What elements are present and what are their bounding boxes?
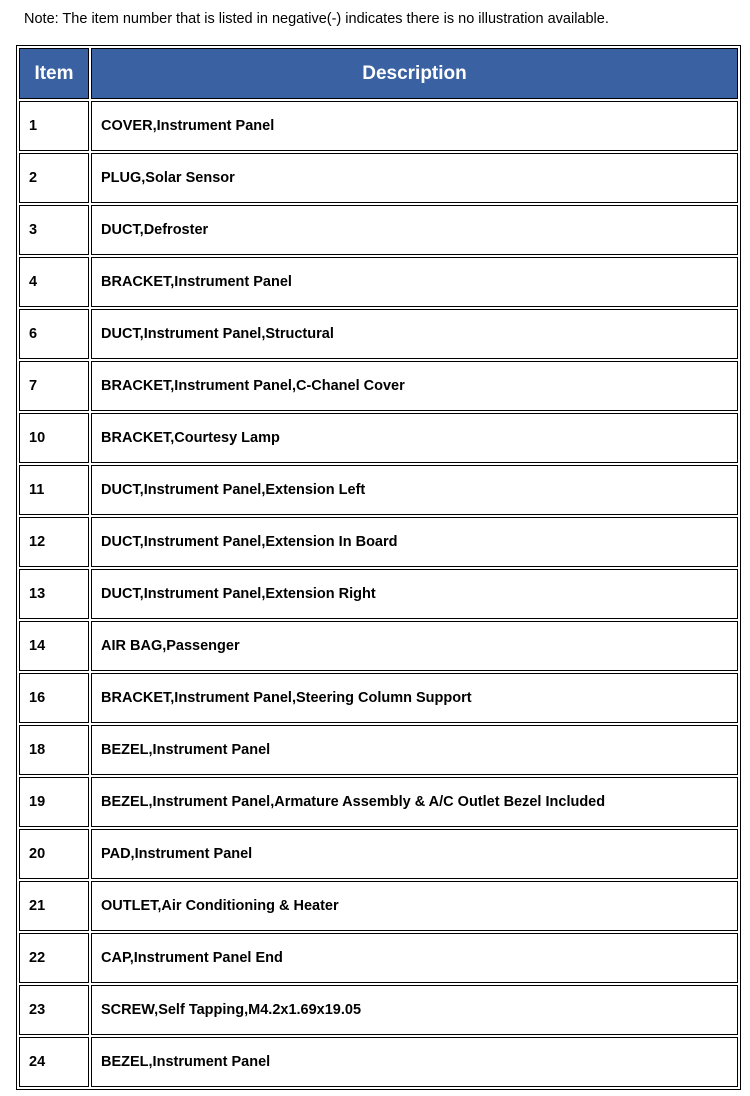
item-number: 16: [19, 673, 89, 723]
item-description: BRACKET,Instrument Panel,Steering Column Support: [91, 673, 738, 723]
item-number: 11: [19, 465, 89, 515]
table-row: [19, 1037, 738, 1087]
table-row: [19, 985, 738, 1035]
item-description: COVER,Instrument Panel: [91, 101, 738, 151]
item-description: DUCT,Instrument Panel,Extension Right: [91, 569, 738, 619]
item-description: DUCT,Defroster: [91, 205, 738, 255]
item-description: BRACKET,Instrument Panel,C-Chanel Cover: [91, 361, 738, 411]
item-description: BRACKET,Courtesy Lamp: [91, 413, 738, 463]
item-description: DUCT,Instrument Panel,Extension Left: [91, 465, 738, 515]
table-row: [19, 361, 738, 411]
item-number: 20: [19, 829, 89, 879]
table-row: [19, 881, 738, 931]
table-row: [19, 725, 738, 775]
table-row: [19, 569, 738, 619]
table-row: [19, 777, 738, 827]
item-number: 13: [19, 569, 89, 619]
item-number: 22: [19, 933, 89, 983]
item-number: 18: [19, 725, 89, 775]
item-number: 7: [19, 361, 89, 411]
table-row: [19, 933, 738, 983]
description-column-header: Description: [91, 48, 738, 99]
item-description: OUTLET,Air Conditioning & Heater: [91, 881, 738, 931]
item-number: 14: [19, 621, 89, 671]
item-number: 23: [19, 985, 89, 1035]
table-row: [19, 829, 738, 879]
parts-table-body: [19, 101, 738, 1087]
item-number: 4: [19, 257, 89, 307]
item-number: 21: [19, 881, 89, 931]
item-description: CAP,Instrument Panel End: [91, 933, 738, 983]
item-number: 2: [19, 153, 89, 203]
table-row: [19, 517, 738, 567]
item-description: BRACKET,Instrument Panel: [91, 257, 738, 307]
table-row: [19, 101, 738, 151]
table-row: [19, 309, 738, 359]
item-number: 19: [19, 777, 89, 827]
table-row: [19, 153, 738, 203]
table-row: [19, 205, 738, 255]
item-column-header: Item: [19, 48, 89, 99]
item-description: PAD,Instrument Panel: [91, 829, 738, 879]
item-number: 6: [19, 309, 89, 359]
item-description: BEZEL,Instrument Panel,Armature Assembly & A/C Outlet Bezel Included: [91, 777, 738, 827]
table-row: [19, 413, 738, 463]
table-row: [19, 673, 738, 723]
table-row: [19, 621, 738, 671]
table-row: [19, 257, 738, 307]
item-description: SCREW,Self Tapping,M4.2x1.69x19.05: [91, 985, 738, 1035]
item-number: 24: [19, 1037, 89, 1087]
item-description: BEZEL,Instrument Panel: [91, 725, 738, 775]
item-description: PLUG,Solar Sensor: [91, 153, 738, 203]
item-number: 1: [19, 101, 89, 151]
illustration-note: Note: The item number that is listed in negative(-) indicates there is no illustration available.: [24, 11, 609, 27]
item-number: 10: [19, 413, 89, 463]
table-header-row: [19, 48, 738, 99]
item-description: BEZEL,Instrument Panel: [91, 1037, 738, 1087]
item-description: AIR BAG,Passenger: [91, 621, 738, 671]
table-row: [19, 465, 738, 515]
item-description: DUCT,Instrument Panel,Extension In Board: [91, 517, 738, 567]
item-description: DUCT,Instrument Panel,Structural: [91, 309, 738, 359]
item-number: 3: [19, 205, 89, 255]
item-number: 12: [19, 517, 89, 567]
parts-table: [16, 45, 741, 1090]
